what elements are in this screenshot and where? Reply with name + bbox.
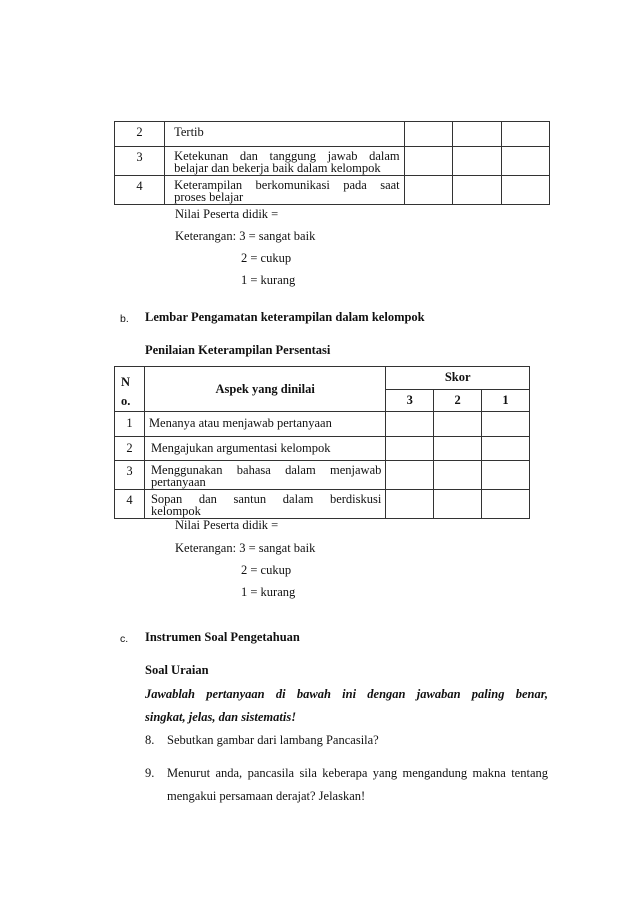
score-cell <box>501 176 549 205</box>
question-number: 8. <box>145 733 155 747</box>
header-skor: Skor <box>386 367 530 390</box>
row-aspect: Menggunakan bahasa dalam menjawab pertanyaan <box>144 461 385 490</box>
score-cell <box>482 461 530 490</box>
section-b-title: Lembar Pengamatan keterampilan dalam kelompok <box>145 310 425 324</box>
row-number: 3 <box>115 147 165 176</box>
score-cell <box>501 147 549 176</box>
score-cell <box>452 176 501 205</box>
score-cell <box>434 461 482 490</box>
score-cell <box>434 437 482 461</box>
row-aspect: Sopan dan santun dalam berdiskusi kelompok <box>144 490 385 519</box>
section-b-subtitle: Penilaian Keterampilan Persentasi <box>145 343 331 357</box>
table-row <box>115 122 550 147</box>
row-number: 2 <box>115 437 145 461</box>
score-col-header: 3 <box>386 389 434 412</box>
presentation-skill-table <box>114 366 530 519</box>
score-cell <box>501 122 549 147</box>
instruction-line-2: singkat, jelas, dan sistematis! <box>145 710 297 724</box>
score-cell <box>404 122 452 147</box>
assessment-table-1 <box>114 121 550 205</box>
table-row <box>115 461 530 490</box>
score-cell <box>386 437 434 461</box>
table-row <box>115 147 550 176</box>
score-cell <box>404 176 452 205</box>
row-aspect: Tertib <box>165 122 405 147</box>
score-cell <box>386 461 434 490</box>
question-text: Sebutkan gambar dari lambang Pancasila? <box>167 733 379 747</box>
row-aspect: Mengajukan argumentasi kelompok <box>144 437 385 461</box>
nilai-label: Nilai Peserta didik = <box>175 518 279 532</box>
score-cell <box>386 490 434 519</box>
row-number: 3 <box>115 461 145 490</box>
table-row <box>115 176 550 205</box>
score-col-header: 2 <box>434 389 482 412</box>
score-col-header: 1 <box>482 389 530 412</box>
legend-kurang: 1 = kurang <box>241 585 296 599</box>
row-number: 4 <box>115 176 165 205</box>
row-aspect: Ketekunan dan tanggung jawab dalam belajar dan bekerja baik dalam kelompok <box>165 147 405 176</box>
row-number: 1 <box>115 412 145 437</box>
table-header-row <box>115 367 530 390</box>
legend-cukup: 2 = cukup <box>241 251 292 265</box>
question-text: Menurut anda, pancasila sila keberapa yang mengandung makna tentang <box>167 766 548 780</box>
table-row <box>115 412 530 437</box>
instruction-line-1: Jawablah pertanyaan di bawah ini dengan jawaban paling benar, <box>145 687 548 701</box>
question-number: 9. <box>145 766 155 780</box>
table-row <box>115 490 530 519</box>
section-c-title: Instrumen Soal Pengetahuan <box>145 630 300 644</box>
score-cell <box>404 147 452 176</box>
header-aspect: Aspek yang dinilai <box>144 367 385 412</box>
score-cell <box>434 490 482 519</box>
keterangan-label: Keterangan: 3 = sangat baik <box>175 229 316 243</box>
section-b-marker: b. <box>120 313 129 325</box>
header-no: N o. <box>115 367 145 412</box>
keterangan-label: Keterangan: 3 = sangat baik <box>175 541 316 555</box>
legend-cukup: 2 = cukup <box>241 563 292 577</box>
question-text-continued: mengakui persamaan derajat? Jelaskan! <box>167 789 366 803</box>
score-cell <box>386 412 434 437</box>
nilai-label: Nilai Peserta didik = <box>175 207 279 221</box>
row-number: 4 <box>115 490 145 519</box>
row-number: 2 <box>115 122 165 147</box>
section-c-marker: c. <box>120 633 129 645</box>
score-cell <box>482 490 530 519</box>
row-aspect: Menanya atau menjawab pertanyaan <box>144 412 385 437</box>
score-cell <box>482 412 530 437</box>
section-c-subtitle: Soal Uraian <box>145 663 209 677</box>
legend-kurang: 1 = kurang <box>241 273 296 287</box>
score-cell <box>452 122 501 147</box>
score-cell <box>452 147 501 176</box>
table-row <box>115 437 530 461</box>
row-aspect: Keterampilan berkomunikasi pada saat proses belajar <box>165 176 405 205</box>
score-cell <box>434 412 482 437</box>
score-cell <box>482 437 530 461</box>
